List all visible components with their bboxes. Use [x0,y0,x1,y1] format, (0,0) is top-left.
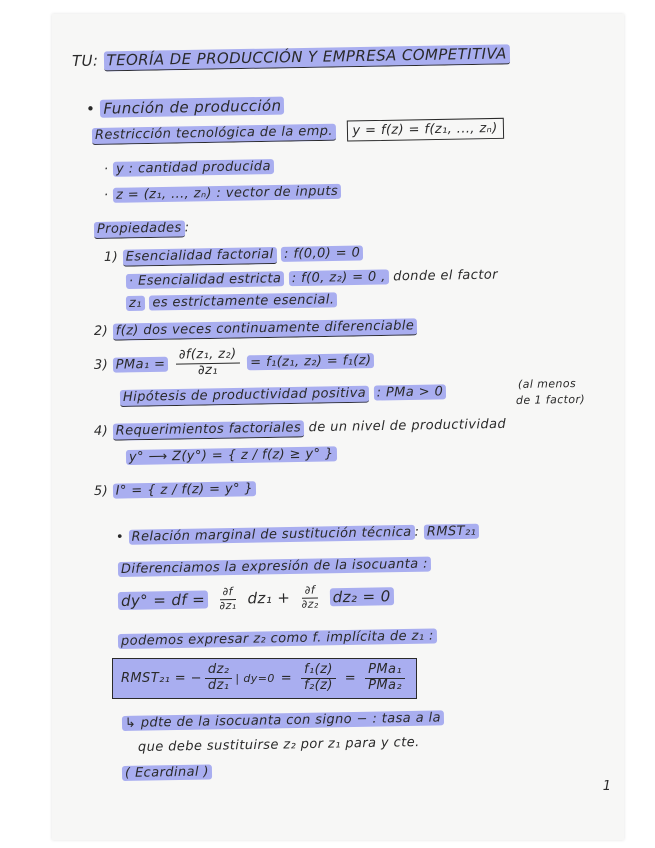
header-line: TU: TEORÍA DE PRODUCCIÓN Y EMPRESA COMPETITIVA [72,44,510,70]
property-1: 1) Esencialidad factorial : f(0,0) = 0 [104,245,363,265]
implicit-text: podemos expresar z₂ como f. implícita de z₁ : [118,628,437,649]
property-4b: y° ⟶ Z(y°) = { z / f(z) ≥ y° } [126,446,337,465]
restriction-label: Restricción tecnológica de la emp. [92,124,336,145]
property-2: 2) f(z) dos veces continuamente diferenciable [94,318,417,339]
property-5: 5) I° = { z / f(z) = y° } [94,481,256,499]
property-1a: · Esencialidad estricta : f(0, z₂) = 0 , donde el factor [126,268,498,289]
page-number: 1 [602,779,611,794]
bullet-z: · z = (z₁, ..., zₙ) : vector de inputs [104,184,341,203]
restriction-formula: y = f(z) = f(z₁, ..., zₙ) [346,118,504,142]
differential-equation: dy° = df = $\frac{\partial f}{\text{∂z₁}}$ dz₁ + $\frac{\partial f}{\text{∂z₂}}$ dz₂ = 0 [118,583,394,614]
properties-heading: Propiedades : [94,220,190,237]
note-line-3: ( Ecardinal ) [122,764,212,781]
unit-label: TU [71,51,94,70]
property-4: 4) Requerimientos factoriales de un nivel de productividad [93,416,507,439]
property-3: 3) PMa₁ = $\frac{\text{∂f(z₁, z₂)}}{\text{∂z₁}}$ = f₁(z₁, z₂) = f₁(z) [94,345,375,381]
note-line-2: que debe sustituirse z₂ por z₁ para y cte. [137,735,420,755]
property-1b: z₁ es estrictamente esencial. [126,292,338,311]
property-3b-note-2: de 1 factor) [515,392,586,407]
property-3b-note-1: (al menos [517,376,577,391]
bullet-y: · y : cantidad producida [104,159,274,177]
page-title: TEORÍA DE PRODUCCIÓN Y EMPRESA COMPETITIVA [103,44,509,71]
differentiate-text: Diferenciamos la expresión de la isocuanta : [118,557,431,577]
rmst-formula-box: RMST₂₁ = − $\frac{\text{dz₂}}{\text{dz₁}}$ | dy=0 = $\frac{\text{f₁(z)}}{\text{f₂(z)}}$ = $\frac{\text{PMa₁}}{\text{PMa₂}}$ [112,658,417,699]
section-heading-production: • Función de producción [86,97,285,118]
section-heading-rmst: • Relación marginal de sustitución técnica : RMST₂₁ [116,524,479,545]
property-3b: Hipótesis de productividad positiva : PMa > 0 [120,384,446,405]
note-line-1: ↳ pdte de la isocuanta con signo − : tasa a la [122,710,444,731]
